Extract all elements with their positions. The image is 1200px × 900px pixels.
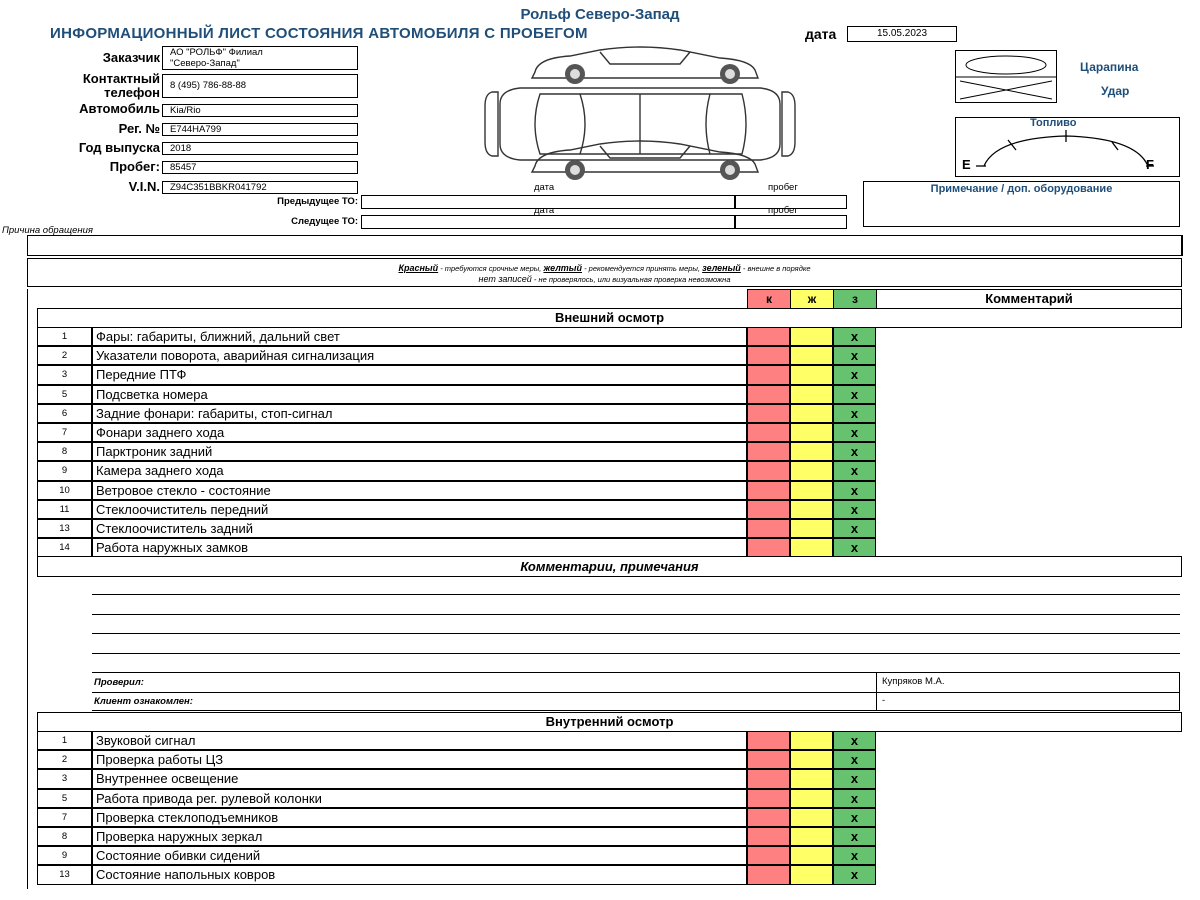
yellow-cell[interactable] (790, 346, 833, 365)
comment-cell[interactable] (876, 327, 1180, 346)
yellow-cell[interactable] (790, 365, 833, 384)
red-cell[interactable] (747, 731, 790, 750)
green-cell[interactable]: x (833, 385, 876, 404)
comment-line[interactable] (92, 633, 1180, 634)
color-legend-line-2 (28, 273, 1181, 284)
red-cell[interactable] (747, 365, 790, 384)
company-name: Рольф Северо-Запад (520, 6, 680, 23)
row-label: Проверка наружных зеркал (92, 827, 747, 846)
red-cell[interactable] (747, 538, 790, 557)
legend-yellow: желтый (543, 263, 582, 273)
column-yellow-header: ж (790, 289, 834, 309)
red-cell[interactable] (747, 500, 790, 519)
date-label: дата (805, 26, 837, 42)
comment-cell[interactable] (876, 731, 1180, 750)
next-service-date-field[interactable] (361, 215, 735, 229)
comment-cell[interactable] (876, 461, 1180, 480)
table-row (37, 365, 1180, 384)
fuel-empty-label: E (962, 157, 971, 172)
comment-cell[interactable] (876, 538, 1180, 557)
comments-section-title: Комментарии, примечания (37, 556, 1182, 577)
row-number: 2 (37, 346, 92, 365)
red-cell[interactable] (747, 865, 790, 884)
table-row (37, 827, 1180, 846)
table-row (37, 500, 1180, 519)
prev-service-label: Предыдущее ТО: (277, 196, 358, 207)
comment-cell[interactable] (876, 442, 1180, 461)
comment-cell[interactable] (876, 500, 1180, 519)
red-cell[interactable] (747, 846, 790, 865)
year-label: Год выпуска (78, 140, 160, 155)
row-label: Подсветка номера (92, 385, 747, 404)
comment-cell[interactable] (876, 846, 1180, 865)
row-number: 7 (37, 423, 92, 442)
comment-cell[interactable] (876, 769, 1180, 788)
phone-label-line-1: Контактный (82, 71, 160, 86)
vin-field[interactable]: Z94C351BBKR041792 (162, 181, 358, 194)
row-label: Задние фонари: габариты, стоп-сигнал (92, 404, 747, 423)
row-number: 2 (37, 750, 92, 769)
comment-cell[interactable] (876, 404, 1180, 423)
row-label: Фонари заднего хода (92, 423, 747, 442)
row-label: Работа наружных замков (92, 538, 747, 557)
scratch-label: Царапина (1080, 60, 1139, 74)
yellow-cell[interactable] (790, 750, 833, 769)
document-title: ИНФОРМАЦИОННЫЙ ЛИСТ СОСТОЯНИЯ АВТОМОБИЛЯ С ПРОБЕГОМ (50, 25, 588, 42)
year-field[interactable]: 2018 (162, 142, 358, 155)
comment-cell[interactable] (876, 365, 1180, 384)
yellow-cell[interactable] (790, 500, 833, 519)
row-number: 11 (37, 500, 92, 519)
yellow-cell[interactable] (790, 404, 833, 423)
comment-cell[interactable] (876, 423, 1180, 442)
table-row (37, 750, 1180, 769)
damage-legend (955, 50, 1057, 103)
checked-by-field[interactable]: Купряков М.А. (876, 672, 1180, 691)
row-number: 9 (37, 461, 92, 480)
legend-none-desc: - не проверялось, или визуальная проверка невозможна (531, 275, 731, 284)
dent-label: Удар (1101, 84, 1130, 98)
row-number: 13 (37, 865, 92, 884)
red-cell[interactable] (747, 385, 790, 404)
green-cell[interactable]: x (833, 789, 876, 808)
legend-none: нет записей (478, 274, 532, 284)
red-cell[interactable] (747, 461, 790, 480)
customer-field[interactable] (162, 46, 358, 70)
legend-red-desc: - требуются срочные меры, (438, 264, 544, 273)
yellow-cell[interactable] (790, 789, 833, 808)
reason-label: Причина обращения (2, 225, 93, 236)
checked-label: Проверил: (94, 677, 144, 688)
comment-cell[interactable] (876, 481, 1180, 500)
client-row-bottom (92, 710, 1180, 711)
red-cell[interactable] (747, 750, 790, 769)
red-cell[interactable] (747, 327, 790, 346)
customer-line-1: АО "РОЛЬФ" Филиал (170, 47, 263, 58)
scratch-symbol-icon (966, 56, 1046, 74)
green-cell[interactable]: x (833, 769, 876, 788)
green-cell[interactable]: x (833, 327, 876, 346)
green-cell[interactable]: x (833, 346, 876, 365)
comment-cell[interactable] (876, 385, 1180, 404)
yellow-cell[interactable] (790, 827, 833, 846)
phone-label-line-2: телефон (104, 85, 160, 100)
green-cell[interactable]: x (833, 365, 876, 384)
row-number: 6 (37, 404, 92, 423)
comment-cell[interactable] (876, 346, 1180, 365)
row-label: Состояние напольных ковров (92, 865, 747, 884)
row-label: Фары: габариты, ближний, дальний свет (92, 327, 747, 346)
row-number: 7 (37, 808, 92, 827)
comment-cell[interactable] (876, 750, 1180, 769)
table-row (37, 423, 1180, 442)
yellow-cell[interactable] (790, 731, 833, 750)
column-red-header: к (747, 289, 791, 309)
sheet-left-border (27, 289, 28, 889)
fuel-gauge[interactable] (955, 117, 1180, 177)
column-green-header: з (833, 289, 877, 309)
green-cell[interactable]: x (833, 731, 876, 750)
prev-service-date-header: дата (534, 182, 555, 193)
row-number: 8 (37, 827, 92, 846)
row-number: 3 (37, 365, 92, 384)
next-service-mileage-header: пробег (768, 205, 798, 216)
vin-label: V.I.N. (128, 179, 160, 194)
comment-line[interactable] (92, 653, 1180, 654)
row-number: 1 (37, 731, 92, 750)
table-row (37, 404, 1180, 423)
row-label: Камера заднего хода (92, 461, 747, 480)
table-row (37, 461, 1180, 480)
table-row (37, 538, 1180, 557)
row-label: Стеклоочиститель передний (92, 500, 747, 519)
table-row (37, 442, 1180, 461)
green-cell[interactable]: x (833, 846, 876, 865)
green-cell[interactable]: x (833, 442, 876, 461)
comment-cell[interactable] (876, 865, 1180, 884)
notes-label: Примечание / доп. оборудование (930, 183, 1113, 195)
table-row (37, 327, 1180, 346)
row-label: Звуковой сигнал (92, 731, 747, 750)
table-row (37, 519, 1180, 538)
table-row (37, 865, 1180, 884)
next-service-label: Следущее ТО: (291, 216, 358, 227)
car-field[interactable]: Kia/Rio (162, 104, 358, 117)
yellow-cell[interactable] (790, 442, 833, 461)
yellow-cell[interactable] (790, 461, 833, 480)
green-cell[interactable]: x (833, 808, 876, 827)
table-row (37, 385, 1180, 404)
row-number: 3 (37, 769, 92, 788)
reg-number-label: Рег. № (118, 121, 160, 136)
red-cell[interactable] (747, 827, 790, 846)
red-cell[interactable] (747, 481, 790, 500)
fuel-full-label: F (1146, 157, 1154, 172)
row-label: Работа привода рег. рулевой колонки (92, 789, 747, 808)
red-cell[interactable] (747, 423, 790, 442)
prev-service-mileage-header: пробег (768, 182, 798, 193)
row-label: Указатели поворота, аварийная сигнализация (92, 346, 747, 365)
comment-cell[interactable] (876, 808, 1180, 827)
yellow-cell[interactable] (790, 865, 833, 884)
row-label: Парктроник задний (92, 442, 747, 461)
green-cell[interactable]: x (833, 750, 876, 769)
row-number: 5 (37, 385, 92, 404)
legend-green: зеленый (702, 263, 741, 273)
reason-field[interactable] (27, 235, 1183, 256)
legend-green-desc: - внешне в порядке (740, 264, 811, 273)
row-number: 5 (37, 789, 92, 808)
legend-yellow-desc: - рекомендуется принять меры, (581, 264, 703, 273)
green-cell[interactable]: x (833, 500, 876, 519)
green-cell[interactable]: x (833, 519, 876, 538)
row-number: 13 (37, 519, 92, 538)
red-cell[interactable] (747, 789, 790, 808)
table-row (37, 346, 1180, 365)
comment-cell[interactable] (876, 789, 1180, 808)
comment-line[interactable] (92, 594, 1180, 595)
row-label: Стеклоочиститель задний (92, 519, 747, 538)
legend-red: Красный (398, 263, 439, 273)
green-cell[interactable]: x (833, 538, 876, 557)
client-acknowledged-field[interactable]: - (876, 691, 1180, 710)
red-cell[interactable] (747, 404, 790, 423)
row-number: 9 (37, 846, 92, 865)
date-field[interactable]: 15.05.2023 (847, 26, 957, 42)
color-legend (27, 258, 1182, 287)
green-cell[interactable]: x (833, 423, 876, 442)
green-cell[interactable]: x (833, 461, 876, 480)
client-acknowledged-label: Клиент ознакомлен: (94, 696, 193, 707)
table-row (37, 769, 1180, 788)
green-cell[interactable]: x (833, 404, 876, 423)
next-service-mileage-field[interactable] (735, 215, 847, 229)
reg-number-field[interactable]: Е744НА799 (162, 123, 358, 136)
mileage-label: Пробег: (109, 159, 160, 174)
yellow-cell[interactable] (790, 846, 833, 865)
customer-label: Заказчик (102, 50, 160, 65)
mileage-field[interactable]: 85457 (162, 161, 358, 174)
yellow-cell[interactable] (790, 519, 833, 538)
notes-box[interactable] (863, 181, 1180, 227)
red-cell[interactable] (747, 519, 790, 538)
green-cell[interactable]: x (833, 827, 876, 846)
comment-line[interactable] (92, 614, 1180, 615)
row-number: 1 (37, 327, 92, 346)
column-comment-header: Комментарий (876, 289, 1182, 309)
red-cell[interactable] (747, 808, 790, 827)
customer-line-2: "Северо-Запад" (170, 58, 240, 69)
green-cell[interactable]: x (833, 865, 876, 884)
red-cell[interactable] (747, 769, 790, 788)
comment-cell[interactable] (876, 827, 1180, 846)
table-row (37, 731, 1180, 750)
table-row (37, 846, 1180, 865)
car-damage-diagram[interactable] (480, 44, 800, 184)
damage-legend-symbols (956, 51, 1056, 102)
yellow-cell[interactable] (790, 327, 833, 346)
row-label: Ветровое стекло - состояние (92, 481, 747, 500)
row-label: Внутреннее освещение (92, 769, 747, 788)
table-row (37, 789, 1180, 808)
phone-label (83, 72, 160, 100)
green-cell[interactable]: x (833, 481, 876, 500)
table-row (37, 481, 1180, 500)
row-label: Проверка работы ЦЗ (92, 750, 747, 769)
internal-section-title: Внутренний осмотр (37, 712, 1182, 732)
red-cell[interactable] (747, 346, 790, 365)
phone-field[interactable]: 8 (495) 786-88-88 (162, 74, 358, 98)
row-number: 8 (37, 442, 92, 461)
yellow-cell[interactable] (790, 538, 833, 557)
row-label: Проверка стеклоподъемников (92, 808, 747, 827)
car-label: Автомобиль (79, 101, 160, 116)
yellow-cell[interactable] (790, 481, 833, 500)
color-legend-line-1 (28, 259, 1181, 273)
red-cell[interactable] (747, 442, 790, 461)
yellow-cell[interactable] (790, 769, 833, 788)
row-number: 10 (37, 481, 92, 500)
row-label: Состояние обивки сидений (92, 846, 747, 865)
row-number: 14 (37, 538, 92, 557)
yellow-cell[interactable] (790, 808, 833, 827)
yellow-cell[interactable] (790, 423, 833, 442)
yellow-cell[interactable] (790, 385, 833, 404)
external-section-title: Внешний осмотр (37, 308, 1182, 328)
row-label: Передние ПТФ (92, 365, 747, 384)
next-service-date-header: дата (534, 205, 555, 216)
comment-cell[interactable] (876, 519, 1180, 538)
fuel-label: Топливо (1030, 117, 1077, 129)
table-row (37, 808, 1180, 827)
